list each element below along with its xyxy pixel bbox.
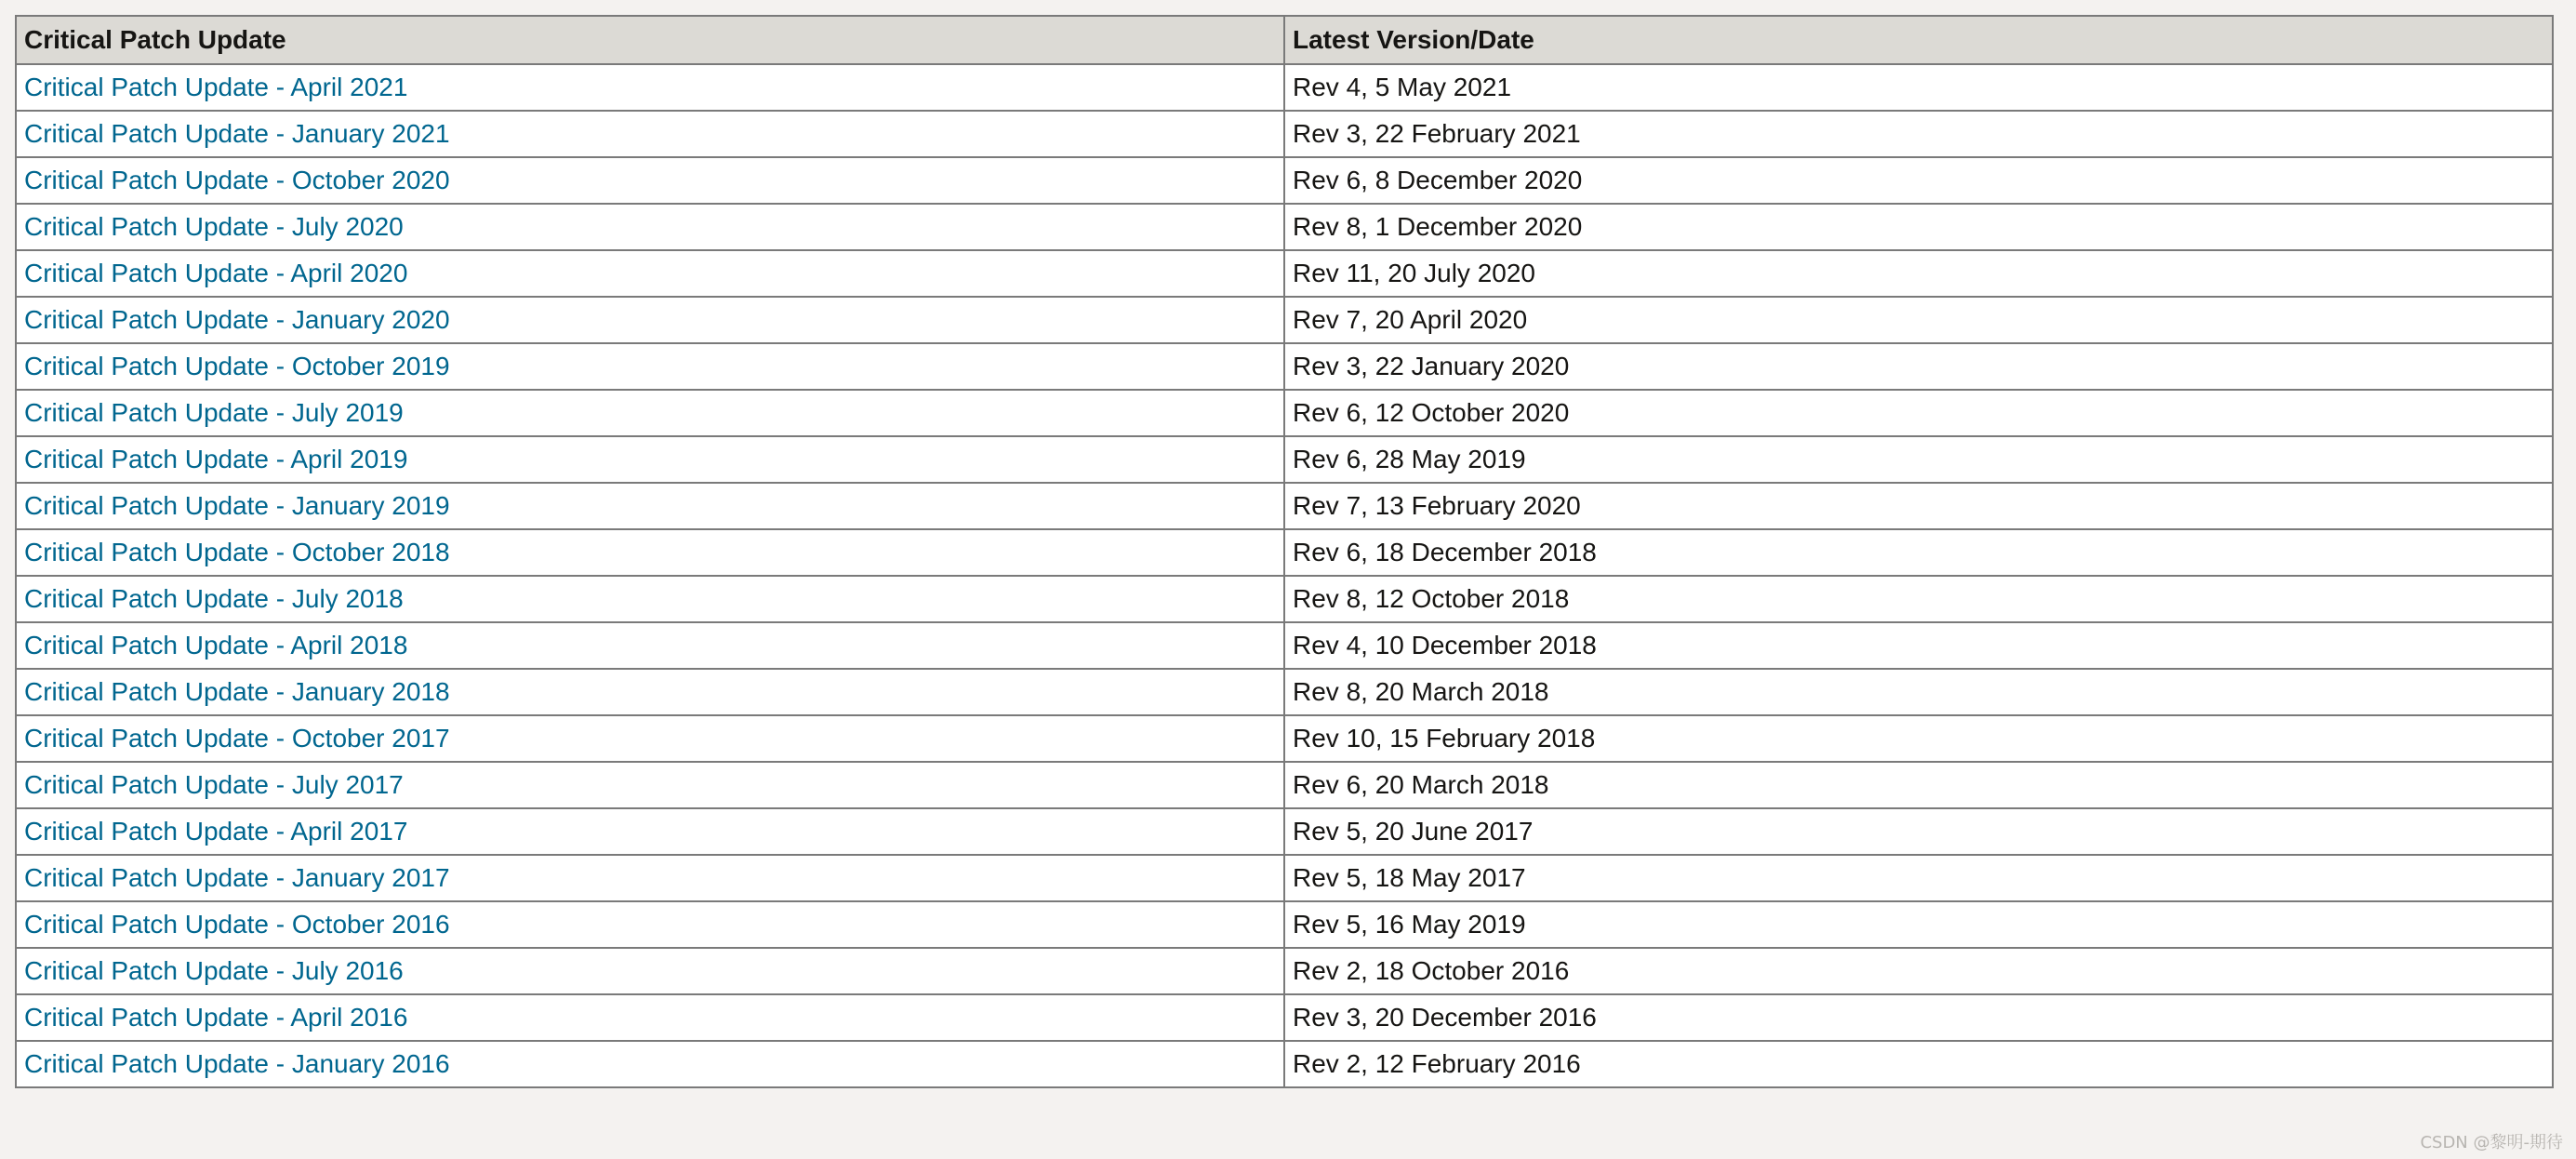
patch-name-cell bbox=[16, 669, 1284, 715]
version-date-cell: Rev 7, 20 April 2020 bbox=[1284, 297, 2553, 343]
patch-link[interactable]: Critical Patch Update - July 2020 bbox=[24, 212, 404, 241]
version-date-cell: Rev 2, 12 February 2016 bbox=[1284, 1041, 2553, 1087]
table-row bbox=[16, 576, 2553, 622]
table-row bbox=[16, 483, 2553, 529]
table-row bbox=[16, 855, 2553, 901]
patch-name-cell bbox=[16, 808, 1284, 855]
patch-name-cell bbox=[16, 901, 1284, 948]
patch-name-cell bbox=[16, 250, 1284, 297]
table-row bbox=[16, 715, 2553, 762]
version-date-cell: Rev 5, 18 May 2017 bbox=[1284, 855, 2553, 901]
patch-link[interactable]: Critical Patch Update - July 2016 bbox=[24, 956, 404, 985]
version-date-cell: Rev 6, 28 May 2019 bbox=[1284, 436, 2553, 483]
version-date-cell: Rev 5, 20 June 2017 bbox=[1284, 808, 2553, 855]
table-row bbox=[16, 64, 2553, 111]
patch-name-cell bbox=[16, 297, 1284, 343]
patch-name-cell bbox=[16, 622, 1284, 669]
table-row bbox=[16, 436, 2553, 483]
version-date-cell: Rev 10, 15 February 2018 bbox=[1284, 715, 2553, 762]
version-date-cell: Rev 8, 1 December 2020 bbox=[1284, 204, 2553, 250]
column-header-latest-version-date: Latest Version/Date bbox=[1284, 16, 2553, 64]
version-date-cell: Rev 3, 22 January 2020 bbox=[1284, 343, 2553, 390]
table-row bbox=[16, 994, 2553, 1041]
table-row bbox=[16, 948, 2553, 994]
patch-name-cell bbox=[16, 529, 1284, 576]
watermark: CSDN @黎明-期待 bbox=[2420, 1133, 2563, 1152]
table-row bbox=[16, 157, 2553, 204]
table-row bbox=[16, 669, 2553, 715]
patch-link[interactable]: Critical Patch Update - April 2016 bbox=[24, 1003, 408, 1032]
version-date-cell: Rev 6, 20 March 2018 bbox=[1284, 762, 2553, 808]
version-date-cell: Rev 2, 18 October 2016 bbox=[1284, 948, 2553, 994]
critical-patch-update-table bbox=[15, 15, 2554, 1088]
patch-link[interactable]: Critical Patch Update - April 2019 bbox=[24, 445, 408, 473]
patch-link[interactable]: Critical Patch Update - January 2019 bbox=[24, 491, 450, 520]
version-date-cell: Rev 3, 22 February 2021 bbox=[1284, 111, 2553, 157]
patch-link[interactable]: Critical Patch Update - April 2018 bbox=[24, 631, 408, 659]
version-date-cell: Rev 4, 5 May 2021 bbox=[1284, 64, 2553, 111]
table-row bbox=[16, 204, 2553, 250]
patch-name-cell bbox=[16, 390, 1284, 436]
table-header-row bbox=[16, 16, 2553, 64]
table-row bbox=[16, 343, 2553, 390]
patch-name-cell bbox=[16, 343, 1284, 390]
table-row bbox=[16, 111, 2553, 157]
patch-name-cell bbox=[16, 64, 1284, 111]
patch-name-cell bbox=[16, 204, 1284, 250]
patch-link[interactable]: Critical Patch Update - January 2018 bbox=[24, 677, 450, 706]
table-row bbox=[16, 1041, 2553, 1087]
table-row bbox=[16, 250, 2553, 297]
version-date-cell: Rev 8, 20 March 2018 bbox=[1284, 669, 2553, 715]
patch-link[interactable]: Critical Patch Update - October 2020 bbox=[24, 166, 450, 194]
version-date-cell: Rev 8, 12 October 2018 bbox=[1284, 576, 2553, 622]
version-date-cell: Rev 6, 18 December 2018 bbox=[1284, 529, 2553, 576]
patch-name-cell bbox=[16, 948, 1284, 994]
patch-name-cell bbox=[16, 994, 1284, 1041]
patch-name-cell bbox=[16, 762, 1284, 808]
patch-name-cell bbox=[16, 483, 1284, 529]
patch-name-cell bbox=[16, 576, 1284, 622]
patch-link[interactable]: Critical Patch Update - April 2017 bbox=[24, 817, 408, 846]
patch-name-cell bbox=[16, 436, 1284, 483]
patch-link[interactable]: Critical Patch Update - January 2021 bbox=[24, 119, 450, 148]
patch-link[interactable]: Critical Patch Update - January 2017 bbox=[24, 863, 450, 892]
version-date-cell: Rev 6, 12 October 2020 bbox=[1284, 390, 2553, 436]
version-date-cell: Rev 6, 8 December 2020 bbox=[1284, 157, 2553, 204]
patch-link[interactable]: Critical Patch Update - April 2020 bbox=[24, 259, 408, 287]
table-row bbox=[16, 390, 2553, 436]
table-row bbox=[16, 622, 2553, 669]
patch-link[interactable]: Critical Patch Update - October 2019 bbox=[24, 352, 450, 380]
patch-link[interactable]: Critical Patch Update - October 2018 bbox=[24, 538, 450, 566]
patch-link[interactable]: Critical Patch Update - January 2016 bbox=[24, 1049, 450, 1078]
patch-link[interactable]: Critical Patch Update - October 2017 bbox=[24, 724, 450, 753]
patch-name-cell bbox=[16, 855, 1284, 901]
patch-name-cell bbox=[16, 1041, 1284, 1087]
patch-link[interactable]: Critical Patch Update - July 2017 bbox=[24, 770, 404, 799]
table-row bbox=[16, 901, 2553, 948]
patch-name-cell bbox=[16, 157, 1284, 204]
version-date-cell: Rev 3, 20 December 2016 bbox=[1284, 994, 2553, 1041]
patch-link[interactable]: Critical Patch Update - April 2021 bbox=[24, 73, 408, 101]
version-date-cell: Rev 7, 13 February 2020 bbox=[1284, 483, 2553, 529]
patch-name-cell bbox=[16, 715, 1284, 762]
patch-link[interactable]: Critical Patch Update - October 2016 bbox=[24, 910, 450, 939]
patch-name-cell bbox=[16, 111, 1284, 157]
table-row bbox=[16, 762, 2553, 808]
patch-link[interactable]: Critical Patch Update - January 2020 bbox=[24, 305, 450, 334]
table-row bbox=[16, 808, 2553, 855]
column-header-critical-patch-update: Critical Patch Update bbox=[16, 16, 1284, 64]
version-date-cell: Rev 4, 10 December 2018 bbox=[1284, 622, 2553, 669]
table-row bbox=[16, 529, 2553, 576]
version-date-cell: Rev 5, 16 May 2019 bbox=[1284, 901, 2553, 948]
version-date-cell: Rev 11, 20 July 2020 bbox=[1284, 250, 2553, 297]
patch-link[interactable]: Critical Patch Update - July 2019 bbox=[24, 398, 404, 427]
table-row bbox=[16, 297, 2553, 343]
patch-link[interactable]: Critical Patch Update - July 2018 bbox=[24, 584, 404, 613]
